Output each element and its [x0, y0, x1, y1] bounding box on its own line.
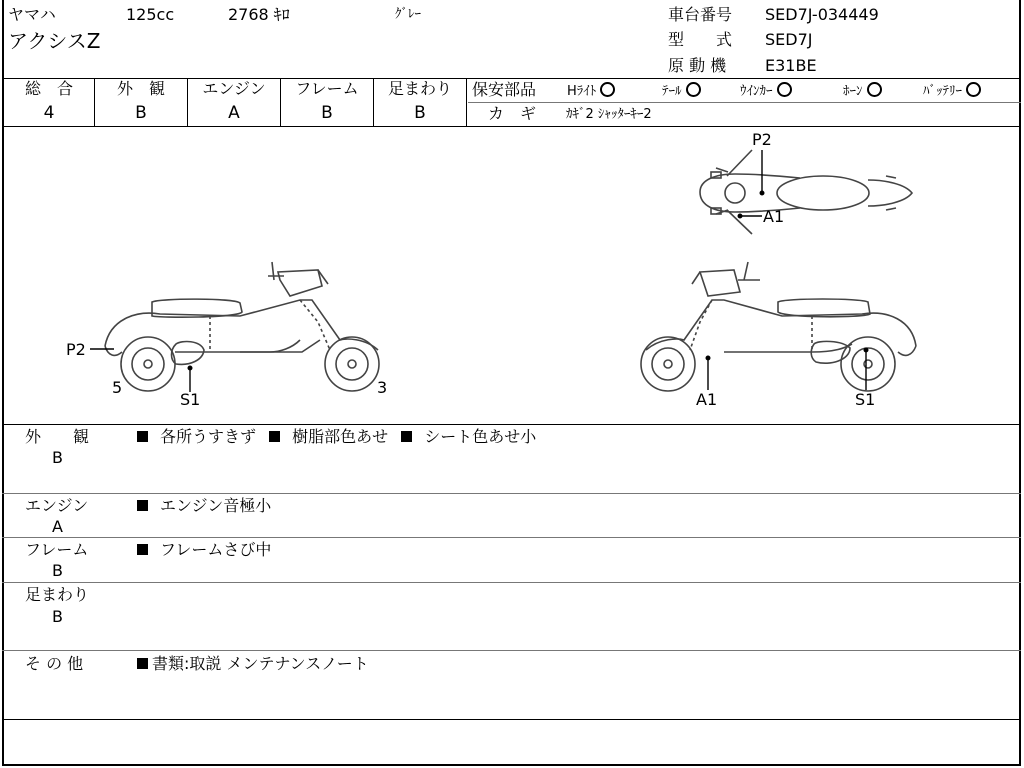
engine-label: 原 動 機	[668, 56, 727, 75]
divider	[2, 424, 1021, 425]
comment-exterior-text	[137, 428, 536, 446]
bullet-icon	[137, 500, 148, 511]
scooter-top-view	[700, 150, 912, 234]
grade-suspension-value: B	[414, 103, 426, 123]
comment-exterior-label: 外 観	[25, 427, 90, 446]
grade-overall-label: 総 合	[24, 79, 73, 98]
comment-suspension-label: 足まわり	[25, 585, 90, 604]
marker-left-p2: P2	[66, 340, 86, 359]
comment-frame-text	[137, 541, 271, 559]
frame-no: SED7J-034449	[765, 5, 879, 24]
displacement: 125cc	[126, 5, 175, 24]
comment-engine-grade: A	[52, 517, 63, 536]
comment-exterior-item-3: シート色あせ小	[424, 427, 537, 446]
grade-exterior-value: B	[135, 103, 147, 123]
comment-engine-item: エンジン音極小	[160, 496, 272, 515]
bullet-icon	[137, 658, 148, 669]
safety-winker-name: ｳｲﾝｶｰ	[740, 84, 773, 99]
bullet-icon	[269, 431, 280, 442]
safety-battery-name: ﾊﾞｯﾃﾘｰ	[923, 84, 962, 99]
engine-value: E31BE	[765, 56, 817, 75]
bullet-icon	[137, 544, 148, 555]
divider	[2, 493, 1021, 494]
safety-horn-name: ﾎｰﾝ	[843, 84, 863, 99]
divider	[2, 650, 1021, 651]
marker-top-p2: P2	[752, 130, 772, 149]
maker: ヤマハ	[8, 5, 56, 24]
comment-engine-text	[137, 497, 271, 515]
safety-tail-name: ﾃｰﾙ	[662, 84, 682, 99]
bullet-icon	[401, 431, 412, 442]
divider	[2, 582, 1021, 583]
marker-top-a1: A1	[763, 207, 785, 226]
marker-left-5: 5	[112, 378, 123, 397]
color: ｸﾞﾚｰ	[395, 7, 421, 22]
marker-left-3: 3	[377, 378, 388, 397]
grade-engine-label: エンジン	[202, 79, 266, 98]
comment-frame-grade: B	[52, 561, 63, 580]
type-value: SED7J	[765, 30, 813, 49]
divider	[2, 719, 1021, 720]
grade-suspension-label: 足まわり	[387, 79, 452, 98]
key-label: カ ギ	[488, 104, 537, 123]
type-label: 型 式	[668, 30, 733, 49]
comment-other-item: 書類:取説 メンテナンスノート	[152, 654, 369, 673]
grade-engine-value: A	[228, 103, 240, 123]
comment-other-text	[137, 655, 369, 673]
divider	[2, 537, 1021, 538]
comment-exterior-item-2: 樹脂部色あせ	[292, 427, 389, 446]
comment-engine-label: エンジン	[25, 496, 89, 515]
marker-right-s1: S1	[855, 390, 876, 409]
frame-no-label: 車台番号	[668, 5, 733, 24]
bullet-icon	[137, 431, 148, 442]
comment-exterior-grade: B	[52, 448, 63, 467]
marker-right-a1: A1	[696, 390, 718, 409]
comment-frame-label: フレーム	[25, 540, 89, 559]
model-name: アクシスZ	[8, 29, 101, 53]
comment-frame-item: フレームさび中	[160, 540, 272, 559]
marker-left-s1: S1	[180, 390, 201, 409]
grade-exterior-label: 外 観	[116, 79, 165, 98]
grade-frame-value: B	[321, 103, 333, 123]
safety-label: 保安部品	[472, 80, 537, 99]
scooter-right-view	[641, 262, 916, 391]
comment-suspension-grade: B	[52, 607, 63, 626]
mileage: 2768 ｷﾛ	[228, 5, 290, 24]
key-value: ｶｷﾞ2 ｼｬｯﾀｰｷｰ2	[566, 107, 652, 122]
comment-exterior-item-1: 各所うすきず	[160, 427, 257, 446]
safety-headlight-name: Hﾗｲﾄ	[567, 84, 597, 99]
scooter-left-view	[105, 262, 379, 391]
grade-frame-label: フレーム	[295, 79, 359, 98]
grade-overall-value: 4	[43, 103, 55, 123]
comment-other-label: そ の 他	[25, 654, 84, 673]
